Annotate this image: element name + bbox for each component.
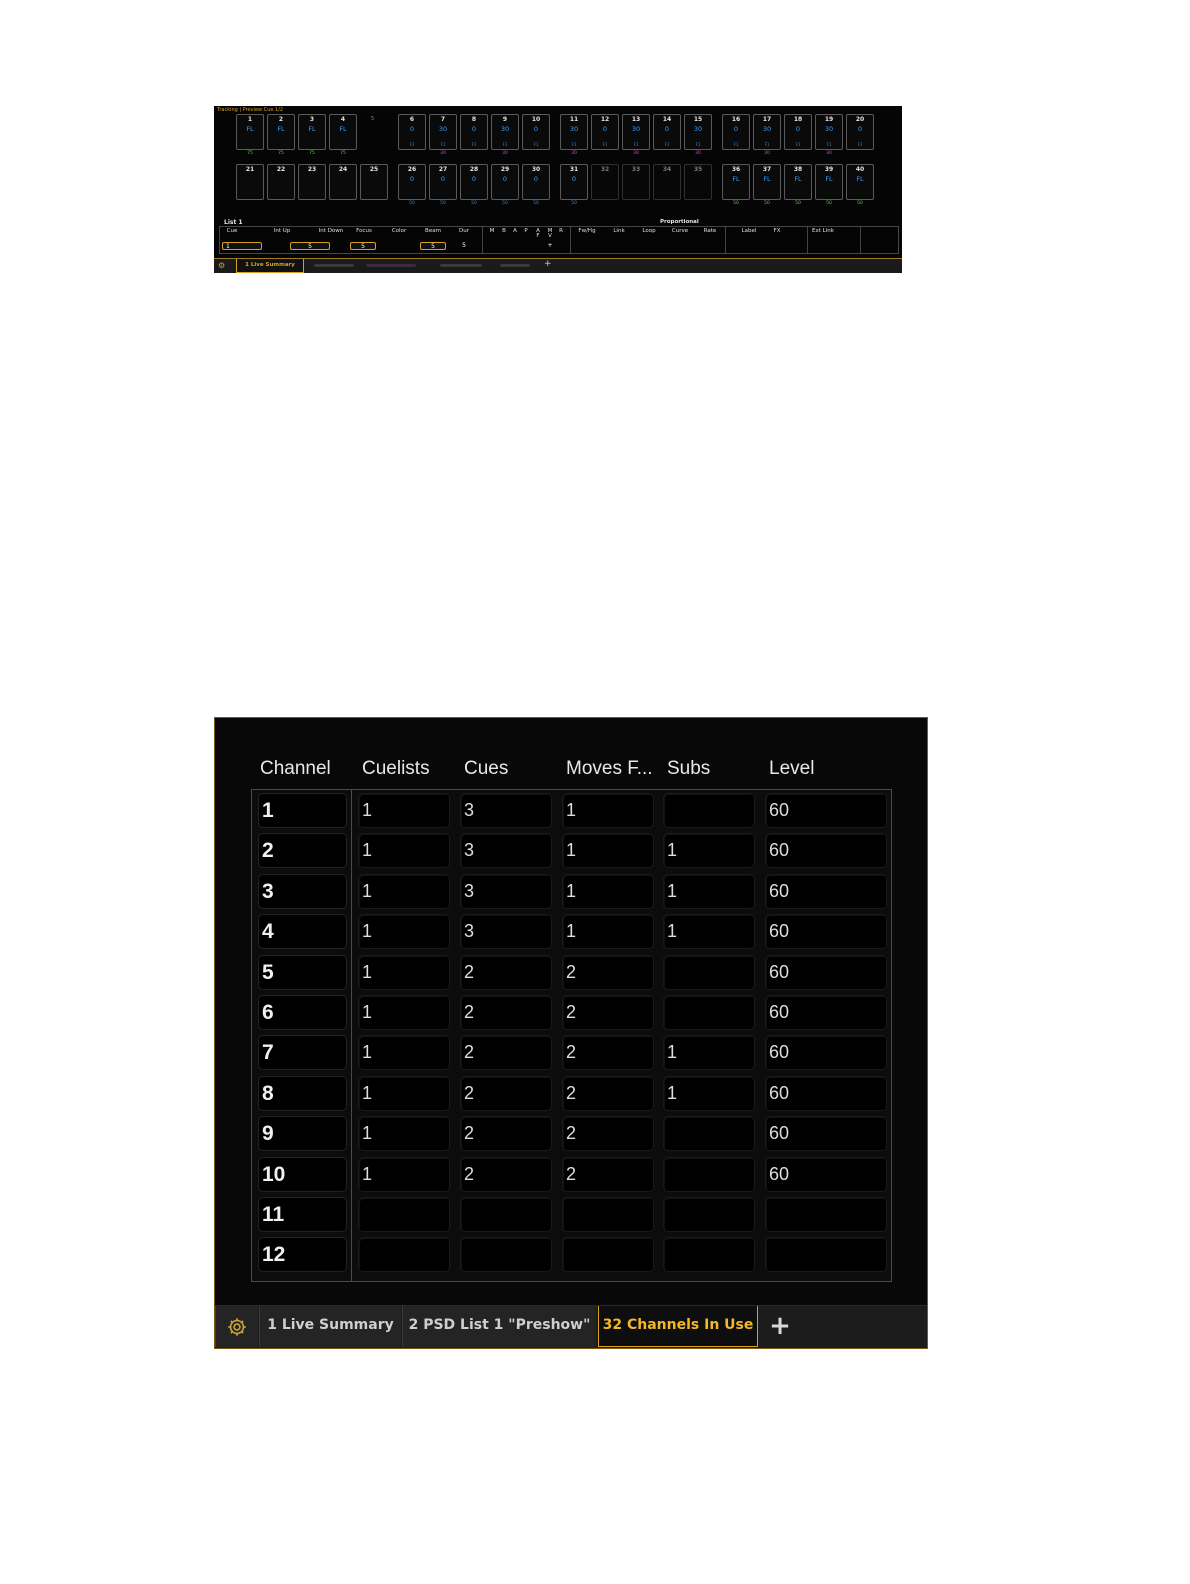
- channel-sub-value: 30: [502, 151, 508, 156]
- cell-channel[interactable]: 6: [259, 996, 346, 1029]
- channel-level: FL: [308, 125, 316, 133]
- cell-moves-from[interactable]: 2: [563, 1036, 653, 1069]
- channel-level: FL: [763, 175, 771, 183]
- cell-subs[interactable]: 1: [664, 1036, 754, 1069]
- cell-level[interactable]: 60: [766, 1036, 886, 1069]
- cell-cuelists[interactable]: 1: [359, 956, 449, 989]
- channel-tile[interactable]: [236, 114, 264, 150]
- cell-cuelists[interactable]: 1: [359, 794, 449, 827]
- channel-number: 4: [340, 116, 346, 123]
- cell-channel[interactable]: 4: [259, 915, 346, 948]
- cue-column-header[interactable]: Fw/Hg: [578, 228, 596, 234]
- channel-number: 25: [369, 166, 379, 173]
- channel-number: 26: [407, 166, 417, 173]
- cell-cues[interactable]: 2: [461, 1036, 551, 1069]
- channel-sub-value: 50: [502, 201, 508, 206]
- cue-value-cue[interactable]: 1: [222, 242, 262, 250]
- channel-focus: F1: [602, 142, 608, 147]
- channel-number: 30: [531, 166, 541, 173]
- cell-subs[interactable]: [664, 1158, 754, 1191]
- cell-channel[interactable]: 7: [259, 1036, 346, 1069]
- cue-column-header[interactable]: A F: [536, 228, 540, 239]
- channel-sub-value: 75: [309, 151, 315, 156]
- column-divider: [351, 790, 352, 1281]
- channel-sub-value: 30: [633, 151, 639, 156]
- cell-moves-from[interactable]: 2: [563, 956, 653, 989]
- channel-level: 30: [631, 125, 641, 133]
- cue-column-header[interactable]: Focus: [356, 228, 372, 234]
- channel-sub-value: 50: [826, 201, 832, 206]
- gear-icon[interactable]: ⚙: [218, 261, 226, 270]
- cell-moves-from[interactable]: 1: [563, 794, 653, 827]
- channel-tile[interactable]: [329, 164, 357, 200]
- tab-channels-in-use[interactable]: 32 Channels In Use: [598, 1306, 758, 1347]
- cell-moves-from[interactable]: 2: [563, 1077, 653, 1110]
- cell-cuelists[interactable]: 1: [359, 1077, 449, 1110]
- channel-tile[interactable]: [560, 164, 588, 200]
- cell-cuelists[interactable]: 1: [359, 834, 449, 867]
- cell-level[interactable]: [766, 1238, 886, 1271]
- channel-number: 20: [855, 116, 865, 123]
- column-header-channel[interactable]: Channel: [260, 758, 331, 779]
- cell-cuelists[interactable]: [359, 1238, 449, 1271]
- channel-level: FL: [732, 175, 740, 183]
- channel-sub-value: 50: [471, 201, 477, 206]
- cell-moves-from[interactable]: 1: [563, 875, 653, 908]
- channel-sub-value: 50: [764, 201, 770, 206]
- channels-table: [251, 789, 892, 1282]
- channel-tile[interactable]: [653, 164, 681, 200]
- cell-subs[interactable]: [664, 1117, 754, 1150]
- cell-cues[interactable]: [461, 1238, 551, 1271]
- channel-number: 21: [245, 166, 255, 173]
- proportional-title: Proportional: [660, 219, 699, 225]
- grid-separator: [807, 227, 808, 253]
- channel-level: 30: [438, 125, 448, 133]
- tab-blurred[interactable]: [500, 264, 530, 267]
- gear-icon: [226, 1316, 248, 1338]
- cell-subs[interactable]: [664, 1238, 754, 1271]
- cell-cues[interactable]: 3: [461, 834, 551, 867]
- channel-level: 0: [664, 125, 670, 133]
- channel-level: 0: [440, 175, 446, 183]
- channel-focus: F1: [764, 142, 770, 147]
- grid-separator: [860, 227, 861, 253]
- grid-separator: [570, 227, 571, 253]
- channel-number: 32: [600, 166, 610, 173]
- channel-sub-value: 50: [571, 201, 577, 206]
- channel-number: 23: [307, 166, 317, 173]
- channel-number: 15: [693, 116, 703, 123]
- cue-value-int-down[interactable]: 5: [290, 242, 330, 250]
- channel-level: 0: [602, 125, 608, 133]
- cell-cuelists[interactable]: 1: [359, 1117, 449, 1150]
- channel-sub-value: 50: [857, 201, 863, 206]
- channel-number: 35: [693, 166, 703, 173]
- channel-number: 18: [793, 116, 803, 123]
- column-header-subs[interactable]: Subs: [667, 758, 711, 779]
- channel-number: 2: [278, 116, 284, 123]
- channel-sub-value: 30: [764, 151, 770, 156]
- tab-bar: [215, 1305, 927, 1348]
- cell-cues[interactable]: 2: [461, 1158, 551, 1191]
- cue-value-dur[interactable]: 5: [462, 242, 466, 249]
- channel-number: 3: [309, 116, 315, 123]
- channel-number: 28: [469, 166, 479, 173]
- channel-focus: F1: [440, 142, 446, 147]
- channel-level: 0: [857, 125, 863, 133]
- channel-number: 13: [631, 116, 641, 123]
- tab-blurred[interactable]: [440, 264, 482, 267]
- grid-separator: [725, 227, 726, 253]
- cue-column-header[interactable]: Color: [391, 228, 407, 234]
- channel-number: 22: [276, 166, 286, 173]
- channel-focus: F1: [857, 142, 863, 147]
- cell-level[interactable]: 60: [766, 794, 886, 827]
- tab-blurred[interactable]: [314, 264, 354, 267]
- column-header-level[interactable]: Level: [769, 758, 815, 779]
- cue-column-header[interactable]: Int Up: [273, 228, 291, 234]
- channel-level: 0: [533, 175, 539, 183]
- cell-channel[interactable]: 10: [259, 1158, 346, 1191]
- channel-tile[interactable]: [684, 114, 712, 150]
- cell-cues[interactable]: 3: [461, 794, 551, 827]
- live-summary-screenshot: [214, 106, 902, 273]
- channel-tile[interactable]: [329, 114, 357, 150]
- tab-blurred[interactable]: [366, 264, 416, 267]
- cue-column-header[interactable]: M: [489, 228, 495, 234]
- channel-sub-value: 50: [533, 201, 539, 206]
- column-header-moves-from[interactable]: Moves F...: [566, 758, 653, 779]
- channel-tile[interactable]: [722, 164, 750, 200]
- cue-column-header[interactable]: Beam: [425, 228, 441, 234]
- channel-sub-value: 30: [440, 151, 446, 156]
- cell-channel[interactable]: 5: [259, 956, 346, 989]
- cell-moves-from[interactable]: 2: [563, 1158, 653, 1191]
- channel-number: 27: [438, 166, 448, 173]
- channel-tile[interactable]: [722, 114, 750, 150]
- cell-level[interactable]: 60: [766, 1117, 886, 1150]
- channel-level: 0: [471, 125, 477, 133]
- cue-value-plus[interactable]: +: [547, 242, 553, 249]
- channels-in-use-screenshot: [214, 717, 928, 1349]
- channel-level: 30: [569, 125, 579, 133]
- channel-number: 12: [600, 116, 610, 123]
- cell-subs[interactable]: [664, 1198, 754, 1231]
- channel-tile[interactable]: [491, 114, 519, 150]
- cell-level[interactable]: 60: [766, 834, 886, 867]
- channel-tile[interactable]: [753, 164, 781, 200]
- cue-column-header[interactable]: P: [524, 228, 528, 234]
- channel-tile[interactable]: [429, 164, 457, 200]
- channel-number: 39: [824, 166, 834, 173]
- cue-column-header[interactable]: Ext Link: [812, 228, 834, 234]
- channel-tile[interactable]: [429, 114, 457, 150]
- channel-sub-value: 30: [826, 151, 832, 156]
- channel-sub-value: 75: [278, 151, 284, 156]
- cell-level[interactable]: 60: [766, 1158, 886, 1191]
- channel-number: 10: [531, 116, 541, 123]
- channel-level: 30: [500, 125, 510, 133]
- cue-list-grid: [219, 226, 899, 254]
- channel-number: 7: [440, 116, 446, 123]
- channel-level: 0: [571, 175, 577, 183]
- channel-tile[interactable]: [784, 164, 812, 200]
- channel-tile[interactable]: [398, 164, 426, 200]
- cell-channel[interactable]: 11: [259, 1198, 346, 1231]
- add-tab-button[interactable]: +: [544, 259, 552, 269]
- channel-number: 34: [662, 166, 672, 173]
- channel-tile[interactable]: [653, 114, 681, 150]
- channel-sub-value: 30: [695, 151, 701, 156]
- cue-column-header[interactable]: Int Down: [318, 228, 344, 234]
- cell-subs[interactable]: 1: [664, 834, 754, 867]
- cell-cuelists[interactable]: 1: [359, 1158, 449, 1191]
- channel-sub-value: 50: [440, 201, 446, 206]
- channel-number: 1: [247, 116, 253, 123]
- settings-button[interactable]: [215, 1306, 258, 1347]
- cue-column-header[interactable]: Loop: [642, 228, 656, 234]
- channel-focus: F1: [826, 142, 832, 147]
- channel-tile[interactable]: [267, 164, 295, 200]
- channel-focus: F1: [409, 142, 415, 147]
- channel-tile[interactable]: [846, 114, 874, 150]
- cell-moves-from[interactable]: 1: [563, 915, 653, 948]
- channel-focus: F1: [471, 142, 477, 147]
- channel-number: 17: [762, 116, 772, 123]
- channel-sub-value: 50: [795, 201, 801, 206]
- channel-level: FL: [246, 125, 254, 133]
- channel-number: 6: [409, 116, 415, 123]
- channel-number: 16: [731, 116, 741, 123]
- channel-sub-value: 50: [409, 201, 415, 206]
- channel-tile[interactable]: [522, 164, 550, 200]
- channel-tile[interactable]: [591, 114, 619, 150]
- channel-sub-value: 75: [247, 151, 253, 156]
- cell-cuelists[interactable]: 1: [359, 915, 449, 948]
- cell-level[interactable]: 60: [766, 875, 886, 908]
- channel-number: 40: [855, 166, 865, 173]
- cell-cues[interactable]: 2: [461, 1117, 551, 1150]
- channel-tile[interactable]: [398, 114, 426, 150]
- channel-focus: F1: [633, 142, 639, 147]
- channel-tile[interactable]: [491, 164, 519, 200]
- cue-value-focus[interactable]: 5: [350, 242, 376, 250]
- cell-cuelists[interactable]: 1: [359, 875, 449, 908]
- preview-header: Tracking | Preview Cue 1/2: [217, 107, 284, 113]
- cue-value-beam[interactable]: 5: [420, 242, 446, 250]
- channel-tile[interactable]: [753, 114, 781, 150]
- cell-subs[interactable]: [664, 996, 754, 1029]
- cue-column-header[interactable]: Dur: [459, 228, 469, 234]
- channel-number: 36: [731, 166, 741, 173]
- cue-column-header[interactable]: R: [559, 228, 563, 234]
- channel-number: 14: [662, 116, 672, 123]
- cell-cues[interactable]: [461, 1198, 551, 1231]
- cue-column-header[interactable]: Curve: [671, 228, 689, 234]
- channel-level: 30: [824, 125, 834, 133]
- cue-column-header[interactable]: M V: [547, 228, 553, 239]
- channel-level: 0: [471, 175, 477, 183]
- channel-level: 30: [762, 125, 772, 133]
- channel-sub-value: 50: [733, 201, 739, 206]
- channel-level: FL: [277, 125, 285, 133]
- channel-focus: F1: [695, 142, 701, 147]
- tab-live-summary[interactable]: 1 Live Summary: [236, 259, 304, 273]
- channel-number: 8: [471, 116, 477, 123]
- channel-tile[interactable]: [522, 114, 550, 150]
- channel-5-label: 5: [371, 116, 375, 122]
- channel-number: 11: [569, 116, 579, 123]
- cell-subs[interactable]: [664, 794, 754, 827]
- cell-subs[interactable]: 1: [664, 1077, 754, 1110]
- channel-number: 19: [824, 116, 834, 123]
- cue-column-header[interactable]: Link: [613, 228, 625, 234]
- cell-level[interactable]: 60: [766, 956, 886, 989]
- channel-level: FL: [794, 175, 802, 183]
- channel-level: 0: [409, 175, 415, 183]
- cell-moves-from[interactable]: [563, 1238, 653, 1271]
- cell-cues[interactable]: 2: [461, 1077, 551, 1110]
- cue-column-header[interactable]: A: [513, 228, 517, 234]
- cell-cuelists[interactable]: [359, 1198, 449, 1231]
- channel-number: 9: [502, 116, 508, 123]
- channel-tile[interactable]: [360, 164, 388, 200]
- channel-focus: F1: [571, 142, 577, 147]
- grid-separator: [482, 227, 483, 253]
- channel-tile[interactable]: [784, 114, 812, 150]
- channel-level: 30: [693, 125, 703, 133]
- channel-level: 0: [733, 125, 739, 133]
- channel-tile[interactable]: [622, 164, 650, 200]
- cell-channel[interactable]: 3: [259, 875, 346, 908]
- channel-tile[interactable]: [460, 164, 488, 200]
- cell-channel[interactable]: 1: [259, 794, 346, 827]
- cue-column-header[interactable]: Rate: [703, 228, 717, 234]
- channel-number: 24: [338, 166, 348, 173]
- cell-cues[interactable]: 2: [461, 996, 551, 1029]
- cell-level[interactable]: 60: [766, 915, 886, 948]
- cell-cuelists[interactable]: 1: [359, 1036, 449, 1069]
- cue-list-title: List 1: [224, 219, 243, 226]
- channel-level: 0: [502, 175, 508, 183]
- cue-column-header[interactable]: Label: [741, 228, 757, 234]
- cell-cues[interactable]: 2: [461, 956, 551, 989]
- column-header-cuelists[interactable]: Cuelists: [362, 758, 430, 779]
- channel-focus: F1: [664, 142, 670, 147]
- cell-moves-from[interactable]: 1: [563, 834, 653, 867]
- channel-tile[interactable]: [236, 164, 264, 200]
- cell-moves-from[interactable]: 2: [563, 1117, 653, 1150]
- channel-sub-value: 30: [571, 151, 577, 156]
- tab-live-summary[interactable]: 1 Live Summary: [259, 1306, 401, 1347]
- cell-channel[interactable]: 8: [259, 1077, 346, 1110]
- channel-tile[interactable]: [622, 114, 650, 150]
- cell-subs[interactable]: [664, 956, 754, 989]
- cell-level[interactable]: 60: [766, 1077, 886, 1110]
- channel-level: FL: [856, 175, 864, 183]
- tab-psd-list[interactable]: 2 PSD List 1 "Preshow": [402, 1306, 596, 1347]
- channel-number: 38: [793, 166, 803, 173]
- cell-cues[interactable]: 3: [461, 915, 551, 948]
- cell-moves-from[interactable]: 2: [563, 996, 653, 1029]
- channel-tile[interactable]: [298, 114, 326, 150]
- channel-tile[interactable]: [267, 114, 295, 150]
- channel-tile[interactable]: [815, 114, 843, 150]
- add-tab-button[interactable]: +: [769, 1311, 791, 1341]
- channel-level: 0: [533, 125, 539, 133]
- cell-channel[interactable]: 9: [259, 1117, 346, 1150]
- channel-number: 29: [500, 166, 510, 173]
- channel-sub-value: 75: [340, 151, 346, 156]
- channel-focus: F1: [795, 142, 801, 147]
- cell-cues[interactable]: 3: [461, 875, 551, 908]
- channel-number: 33: [631, 166, 641, 173]
- cell-moves-from[interactable]: [563, 1198, 653, 1231]
- channel-level: FL: [339, 125, 347, 133]
- cell-channel[interactable]: 12: [259, 1238, 346, 1271]
- channel-focus: F1: [533, 142, 539, 147]
- cue-column-header[interactable]: Cue: [226, 228, 238, 234]
- channel-tile[interactable]: [460, 114, 488, 150]
- channel-tile[interactable]: [846, 164, 874, 200]
- cue-column-header[interactable]: FX: [773, 228, 781, 234]
- channel-tile[interactable]: [560, 114, 588, 150]
- channel-focus: F1: [502, 142, 508, 147]
- cell-subs[interactable]: 1: [664, 875, 754, 908]
- cue-column-header[interactable]: B: [502, 228, 506, 234]
- channel-tile[interactable]: [815, 164, 843, 200]
- cell-channel[interactable]: 2: [259, 834, 346, 867]
- channel-level: 0: [795, 125, 801, 133]
- channel-tile[interactable]: [684, 164, 712, 200]
- cell-subs[interactable]: 1: [664, 915, 754, 948]
- cell-level[interactable]: 60: [766, 996, 886, 1029]
- top-tab-bar: [214, 258, 902, 273]
- channel-tile[interactable]: [298, 164, 326, 200]
- channel-number: 37: [762, 166, 772, 173]
- cell-level[interactable]: [766, 1198, 886, 1231]
- channel-number: 31: [569, 166, 579, 173]
- column-header-cues[interactable]: Cues: [464, 758, 509, 779]
- channel-level: FL: [825, 175, 833, 183]
- channel-focus: F1: [733, 142, 739, 147]
- cell-cuelists[interactable]: 1: [359, 996, 449, 1029]
- channel-level: 0: [409, 125, 415, 133]
- channel-tile[interactable]: [591, 164, 619, 200]
